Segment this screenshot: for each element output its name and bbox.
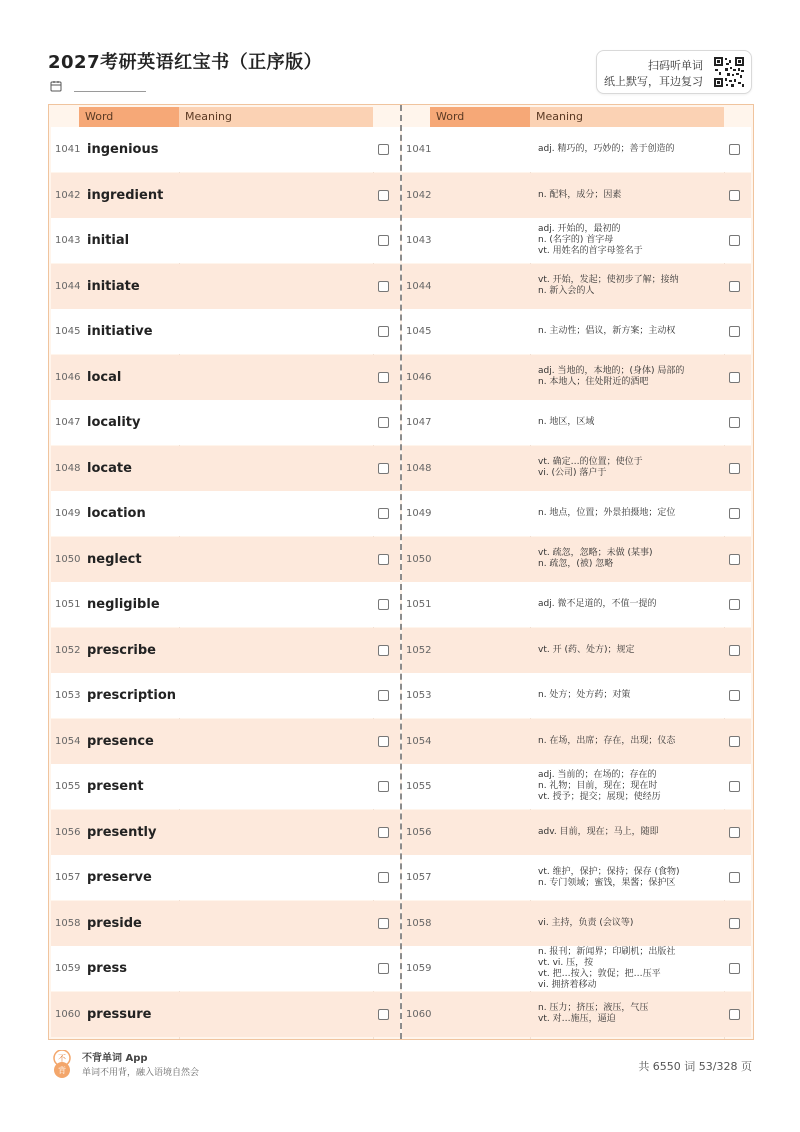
row-number: 1050: [406, 553, 432, 565]
row-number: 1042: [55, 189, 81, 201]
checkbox-icon[interactable]: [378, 963, 389, 974]
table-row: [51, 673, 400, 718]
checkbox-icon[interactable]: [729, 554, 740, 565]
row-number: 1045: [406, 326, 432, 337]
row-number: 1041: [55, 144, 81, 155]
row-meaning: [538, 582, 728, 627]
row-word: prescribe: [87, 642, 156, 658]
table-row: [402, 719, 751, 764]
row-number: 1059: [55, 963, 81, 974]
checkbox-icon[interactable]: [378, 918, 389, 929]
checkbox-icon[interactable]: [729, 144, 740, 155]
row-meaning: [538, 810, 728, 855]
table-row: [402, 673, 751, 718]
checkbox-icon[interactable]: [378, 235, 389, 246]
table-row: [51, 309, 400, 354]
table-row: [51, 355, 400, 400]
row-number: 1057: [55, 872, 81, 883]
table-row: [51, 582, 400, 627]
table-row: [51, 218, 400, 263]
checkbox-icon[interactable]: [378, 281, 389, 292]
row-word: location: [87, 506, 146, 521]
checkbox-icon[interactable]: [729, 190, 740, 201]
row-number: 1044: [406, 280, 432, 292]
row-meaning: [538, 673, 728, 718]
checkbox-icon[interactable]: [378, 144, 389, 155]
row-meaning: [538, 537, 728, 582]
row-word: presently: [87, 824, 157, 840]
scan-text: [604, 58, 703, 90]
row-number: 1049: [406, 508, 432, 519]
header-meaning: Meaning: [530, 107, 724, 127]
row-word: ingredient: [87, 187, 164, 203]
row-meaning-text: vt. 疏忽，忽略；未做 (某事) n. 疏忽，(被) 忽略: [538, 548, 653, 569]
calendar-icon: [50, 80, 62, 92]
row-meaning-text: vt. 开 (药、处方)；规定: [538, 644, 635, 655]
row-number: 1059: [406, 963, 432, 974]
row-meaning-text: vt. 开始，发起；使初步了解；接纳 n. 新入会的人: [538, 275, 679, 296]
checkbox-icon[interactable]: [729, 326, 740, 337]
row-number: 1055: [406, 781, 432, 792]
checkbox-icon[interactable]: [378, 463, 389, 474]
row-number: 1046: [55, 371, 81, 383]
checkbox-icon[interactable]: [729, 1009, 740, 1020]
row-number: 1047: [406, 417, 432, 428]
logo-char-1: 不: [58, 1054, 66, 1063]
row-meaning: [538, 719, 728, 764]
row-number: 1060: [55, 1008, 81, 1020]
table-row: [51, 127, 400, 172]
table-row: [51, 855, 400, 900]
row-word: press: [87, 961, 128, 976]
row-word: preside: [87, 915, 142, 931]
row-number: 1050: [55, 553, 81, 565]
row-meaning: [538, 491, 728, 536]
row-number: 1049: [55, 508, 81, 519]
checkbox-icon[interactable]: [729, 690, 740, 701]
checkbox-icon[interactable]: [729, 508, 740, 519]
table-row: [402, 309, 751, 354]
row-meaning-text: adj. 精巧的，巧妙的；善于创造的: [538, 144, 675, 154]
table-row: [51, 400, 400, 445]
table-header: [51, 105, 400, 127]
row-meaning-text: vt. 维护，保护；保持；保存 (食物) n. 专门领域；蜜饯，果酱；保护区: [538, 866, 680, 888]
row-meaning-text: adj. 当地的，本地的；(身体) 局部的 n. 本地人；住处附近的酒吧: [538, 366, 685, 387]
row-meaning: [538, 127, 728, 172]
row-number: 1054: [55, 735, 81, 747]
row-number: 1058: [406, 917, 432, 929]
row-meaning: [538, 946, 728, 991]
row-meaning-text: vi. 主持，负责 (会议等): [538, 917, 634, 928]
row-number: 1052: [406, 644, 432, 656]
table-row: [51, 764, 400, 809]
app-slogan: 单词不用背，融入语境自然会: [82, 1068, 200, 1078]
scan-line-1: 扫码听单词: [648, 59, 703, 72]
checkbox-icon[interactable]: [378, 736, 389, 747]
word-column-half: [51, 105, 400, 1039]
row-meaning-text: n. 处方；处方药；对策: [538, 690, 631, 700]
row-word: pressure: [87, 1006, 152, 1022]
meaning-column-half: [402, 105, 751, 1039]
checkbox-icon[interactable]: [378, 781, 389, 792]
checkbox-icon[interactable]: [378, 599, 389, 610]
row-word: ingenious: [87, 142, 159, 157]
table-row: [51, 173, 400, 218]
table-row: [402, 446, 751, 491]
row-number: 1053: [55, 690, 81, 701]
row-number: 1048: [55, 462, 81, 474]
row-number: 1060: [406, 1008, 432, 1020]
row-number: 1041: [406, 144, 432, 155]
row-meaning-text: adj. 微不足道的，不值一提的: [538, 599, 657, 609]
vocab-table: [48, 104, 754, 1040]
table-row: [51, 491, 400, 536]
checkbox-icon[interactable]: [729, 872, 740, 883]
table-row: [51, 901, 400, 946]
table-row: [402, 264, 751, 309]
checkbox-icon[interactable]: [729, 645, 740, 656]
checkbox-icon[interactable]: [378, 872, 389, 883]
checkbox-icon[interactable]: [729, 281, 740, 292]
row-word: initial: [87, 233, 130, 248]
checkbox-icon[interactable]: [378, 1009, 389, 1020]
row-meaning-text: n. 配料，成分；因素: [538, 189, 622, 200]
row-number: 1051: [55, 599, 81, 610]
table-row: [51, 446, 400, 491]
checkbox-icon[interactable]: [729, 736, 740, 747]
scan-line-2: 纸上默写，耳边复习: [604, 75, 703, 88]
header-word: Word: [79, 107, 179, 127]
checkbox-icon[interactable]: [378, 508, 389, 519]
row-meaning-text: n. 在场，出席；存在，出现；仪态: [538, 735, 676, 746]
row-meaning-text: vt. 确定…的位置；使位于 vi. (公司) 落户于: [538, 457, 643, 478]
row-meaning: [538, 309, 728, 354]
row-meaning: [538, 400, 728, 445]
row-word: prescription: [87, 688, 177, 703]
row-meaning-text: n. 地点，位置；外景拍摄地；定位: [538, 508, 676, 518]
table-row: [51, 946, 400, 991]
row-word: present: [87, 779, 144, 794]
row-number: 1043: [406, 235, 432, 246]
table-row: [51, 810, 400, 855]
row-word: neglect: [87, 551, 142, 567]
row-number: 1054: [406, 735, 432, 747]
row-number: 1042: [406, 189, 432, 201]
row-number: 1052: [55, 644, 81, 656]
date-line[interactable]: [74, 91, 146, 92]
row-meaning-text: adj. 当前的；在场的；存在的 n. 礼物；目前，现在；现在时 vt. 授予；提交；展现；使经历: [538, 770, 661, 802]
checkbox-icon[interactable]: [729, 963, 740, 974]
checkbox-icon[interactable]: [729, 235, 740, 246]
checkbox-icon[interactable]: [729, 372, 740, 383]
row-word: initiate: [87, 278, 140, 294]
table-row: [402, 992, 751, 1037]
page-title: 2027考研英语红宝书（正序版）: [48, 52, 323, 73]
row-number: 1057: [406, 872, 432, 883]
row-number: 1048: [406, 462, 432, 474]
date-field: [50, 80, 146, 92]
row-number: 1046: [406, 371, 432, 383]
table-row: [402, 537, 751, 582]
header-word: Word: [430, 107, 530, 127]
row-meaning: [538, 855, 728, 900]
row-meaning: [538, 628, 728, 673]
table-row: [402, 855, 751, 900]
row-word: preserve: [87, 870, 152, 885]
checkbox-icon[interactable]: [729, 463, 740, 474]
row-meaning: [538, 992, 728, 1037]
row-meaning-text: n. 压力；挤压；液压，气压 vt. 对…施压，逼迫: [538, 1003, 649, 1024]
row-word: local: [87, 369, 122, 385]
table-row: [51, 264, 400, 309]
row-meaning: [538, 446, 728, 491]
app-name: 不背单词 App: [82, 1053, 148, 1064]
checkbox-icon[interactable]: [378, 417, 389, 428]
table-row: [51, 628, 400, 673]
table-header: [402, 105, 751, 127]
table-row: [51, 719, 400, 764]
checkbox-icon[interactable]: [729, 827, 740, 838]
checkbox-icon[interactable]: [378, 690, 389, 701]
scan-qr-box[interactable]: [596, 50, 752, 94]
row-word: presence: [87, 733, 154, 749]
header-meaning: Meaning: [179, 107, 373, 127]
row-meaning-text: n. 主动性；倡议，新方案；主动权: [538, 326, 676, 336]
row-number: 1051: [406, 599, 432, 610]
checkbox-icon[interactable]: [378, 645, 389, 656]
row-word: negligible: [87, 597, 160, 612]
row-meaning-text: n. 报刊；新闻界；印刷机；出版社 vt. vi. 压，按 vt. 把…按入；敦促；把…压平 vi. 拥挤着移动: [538, 946, 676, 990]
checkbox-icon[interactable]: [729, 918, 740, 929]
table-row: [402, 810, 751, 855]
row-number: 1047: [55, 417, 81, 428]
row-number: 1055: [55, 781, 81, 792]
row-meaning: [538, 355, 728, 400]
table-row: [402, 355, 751, 400]
row-meaning: [538, 264, 728, 309]
table-row: [402, 582, 751, 627]
table-row: [402, 901, 751, 946]
row-number: 1056: [406, 826, 432, 838]
logo-char-2: 背: [58, 1066, 66, 1075]
row-word: locate: [87, 460, 132, 476]
row-meaning: [538, 764, 728, 809]
row-meaning: [538, 173, 728, 218]
checkbox-icon[interactable]: [729, 417, 740, 428]
table-row: [51, 992, 400, 1037]
checkbox-icon[interactable]: [378, 326, 389, 337]
row-number: 1053: [406, 690, 432, 701]
table-row: [402, 491, 751, 536]
checkbox-icon[interactable]: [378, 827, 389, 838]
row-number: 1044: [55, 280, 81, 292]
table-row: [402, 218, 751, 263]
row-number: 1045: [55, 326, 81, 337]
checkbox-icon[interactable]: [729, 599, 740, 610]
row-word: initiative: [87, 324, 153, 339]
row-meaning: [538, 218, 728, 263]
checkbox-icon[interactable]: [729, 781, 740, 792]
row-meaning-text: adj. 开始的，最初的 n. (名字的) 首字母 vt. 用姓名的首字母签名于: [538, 224, 643, 256]
row-number: 1058: [55, 917, 81, 929]
checkbox-icon[interactable]: [378, 554, 389, 565]
row-meaning-text: n. 地区，区域: [538, 417, 595, 427]
checkbox-icon[interactable]: [378, 372, 389, 383]
table-row: [402, 946, 751, 991]
app-logo-icon: [52, 1050, 72, 1078]
row-word: locality: [87, 415, 141, 430]
table-row: [402, 400, 751, 445]
table-row: [402, 628, 751, 673]
table-row: [51, 537, 400, 582]
page-info: 共 6550 词 53/328 页: [638, 1060, 752, 1073]
row-number: 1043: [55, 235, 81, 246]
row-meaning: [538, 901, 728, 946]
table-row: [402, 127, 751, 172]
row-meaning-text: adv. 目前，现在；马上，随即: [538, 826, 659, 837]
row-number: 1056: [55, 826, 81, 838]
qr-code-icon[interactable]: [713, 56, 745, 88]
table-row: [402, 173, 751, 218]
table-row: [402, 764, 751, 809]
checkbox-icon[interactable]: [378, 190, 389, 201]
